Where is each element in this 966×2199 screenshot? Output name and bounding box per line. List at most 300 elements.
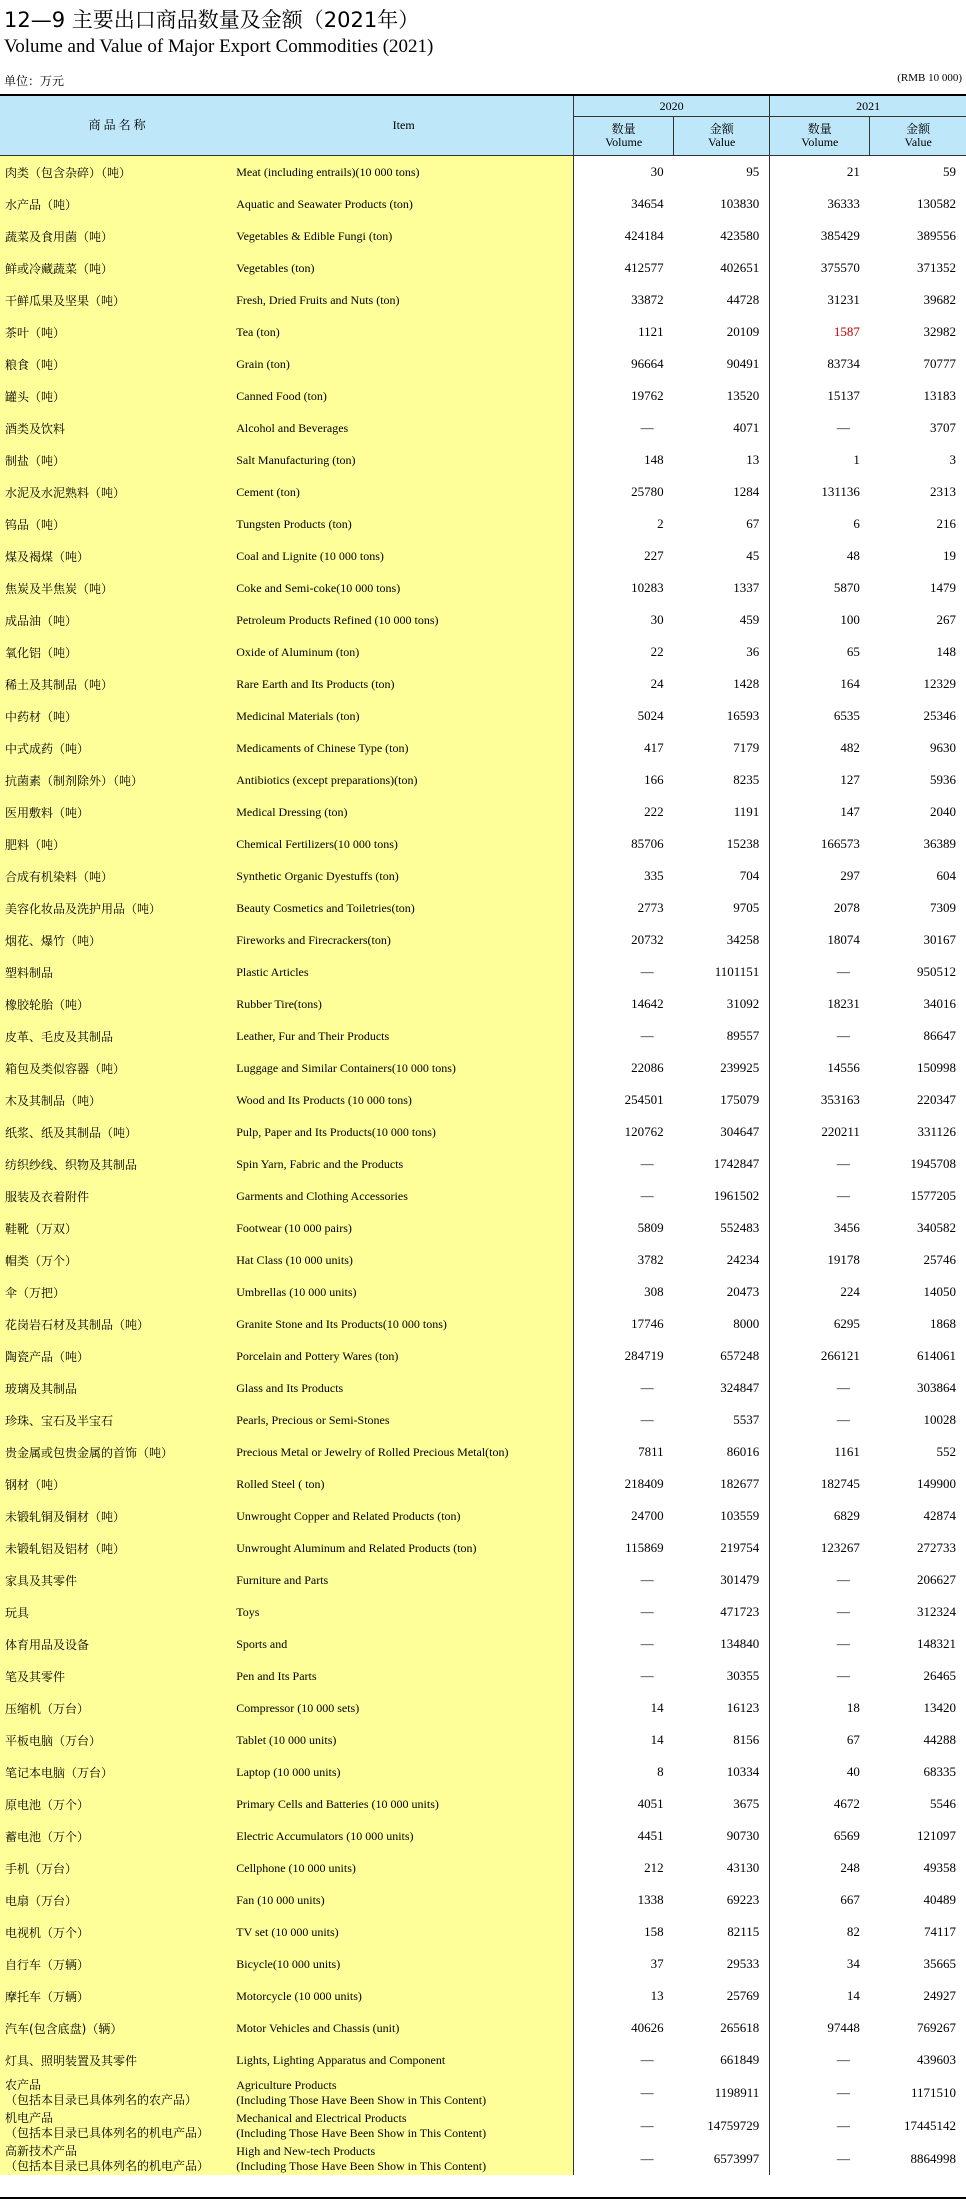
volume-2020-cell: — [574, 1148, 674, 1180]
commodity-name-en-line: Agriculture Products [236, 2077, 337, 2092]
value-2020-cell: 402651 [674, 252, 770, 284]
volume-2021-cell: — [770, 1596, 870, 1628]
value-2021-cell: 267 [870, 604, 966, 636]
value-2021-cell: 39682 [870, 284, 966, 316]
volume-2021-cell: 14556 [770, 1052, 870, 1084]
table-row [0, 2044, 966, 2076]
volume-2020-cell: 218409 [574, 1468, 674, 1500]
table-row [0, 828, 966, 860]
commodity-name-cn: 氧化铝（吨） [0, 636, 234, 668]
volume-2020-cell: 25780 [574, 476, 674, 508]
table-row [0, 1340, 966, 1372]
commodity-name-en: Tea (ton) [234, 316, 573, 348]
value-2021-cell: 1479 [870, 572, 966, 604]
value-2020-cell: 86016 [674, 1436, 770, 1468]
table-row [0, 1468, 966, 1500]
value-2020-cell: 69223 [674, 1884, 770, 1916]
commodity-name-cn: 贵金属或包贵金属的首饰（吨） [0, 1436, 234, 1468]
commodity-name-en: Electric Accumulators (10 000 units) [234, 1820, 573, 1852]
commodity-name-en-note: (Including Those Have Been Show in This Content) [236, 2092, 487, 2107]
header-year-2020: 2020 [574, 96, 770, 117]
commodity-name-cn-line: 机电产品 [5, 2110, 54, 2125]
volume-2020-cell: 40626 [574, 2012, 674, 2044]
table-title-chinese: 12—9 主要出口商品数量及金额（2021年） [4, 8, 420, 32]
volume-2021-cell: 15137 [770, 380, 870, 412]
value-2021-cell: 49358 [870, 1852, 966, 1884]
commodity-name-cn: 鲜或冷藏蔬菜（吨） [0, 252, 234, 284]
commodity-name-cn: 煤及褐煤（吨） [0, 540, 234, 572]
commodity-name-en: Rare Earth and Its Products (ton) [234, 668, 573, 700]
commodity-name-en: Wood and Its Products (10 000 tons) [234, 1084, 573, 1116]
table-row [0, 1148, 966, 1180]
volume-2021-cell: 2078 [770, 892, 870, 924]
volume-2020-cell: 17746 [574, 1308, 674, 1340]
value-2021-cell: 86647 [870, 1020, 966, 1052]
table-row [0, 796, 966, 828]
table-row [0, 668, 966, 700]
commodity-name-cn: 茶叶（吨） [0, 316, 234, 348]
volume-2020-cell: 33872 [574, 284, 674, 316]
commodity-name-en: Lights, Lighting Apparatus and Component [234, 2044, 573, 2076]
value-2021-cell: 331126 [870, 1116, 966, 1148]
value-2021-cell: 59 [870, 156, 966, 189]
header-value-2020: 金额 Value [674, 117, 770, 156]
volume-2021-cell: 21 [770, 156, 870, 189]
commodity-name-cn: 服装及衣着附件 [0, 1180, 234, 1212]
volume-2021-cell: — [770, 1372, 870, 1404]
header-volume-2020: 数量 Volume [574, 117, 674, 156]
commodity-name-cn: 皮革、毛皮及其制品 [0, 1020, 234, 1052]
table-row [0, 156, 966, 189]
volume-2020-cell: 5024 [574, 700, 674, 732]
commodity-name-cn: 玻璃及其制品 [0, 1372, 234, 1404]
commodity-name-cn: 伞（万把） [0, 1276, 234, 1308]
commodity-name-cn: 纺织纱线、织物及其制品 [0, 1148, 234, 1180]
commodity-name-en: Glass and Its Products [234, 1372, 573, 1404]
value-2021-cell: 40489 [870, 1884, 966, 1916]
volume-2020-cell: — [574, 2109, 674, 2142]
commodity-name-cn: 中式成药（吨） [0, 732, 234, 764]
volume-2021-cell: — [770, 1660, 870, 1692]
volume-2020-cell: 14 [574, 1692, 674, 1724]
table-row [0, 284, 966, 316]
volume-2020-cell: — [574, 1020, 674, 1052]
value-2021-cell: 12329 [870, 668, 966, 700]
volume-2021-cell: 1 [770, 444, 870, 476]
value-2020-cell: 1742847 [674, 1148, 770, 1180]
commodity-name-en [234, 2076, 573, 2109]
volume-2020-cell: — [574, 412, 674, 444]
table-row [0, 1020, 966, 1052]
table-row [0, 316, 966, 348]
commodity-name-cn [0, 2076, 234, 2109]
table-row [0, 1948, 966, 1980]
commodity-name-en: Leather, Fur and Their Products [234, 1020, 573, 1052]
volume-2021-cell: — [770, 1628, 870, 1660]
volume-2020-cell: 8 [574, 1756, 674, 1788]
volume-2021-cell: 31231 [770, 284, 870, 316]
header-year-2021: 2021 [770, 96, 966, 117]
commodity-name-cn: 蔬菜及食用菌（吨） [0, 220, 234, 252]
value-2020-cell: 29533 [674, 1948, 770, 1980]
volume-2021-cell: 353163 [770, 1084, 870, 1116]
value-2020-cell: 661849 [674, 2044, 770, 2076]
value-2020-cell: 90730 [674, 1820, 770, 1852]
value-2021-cell: 25346 [870, 700, 966, 732]
volume-2021-cell: 4672 [770, 1788, 870, 1820]
commodity-name-cn: 自行车（万辆） [0, 1948, 234, 1980]
value-2020-cell: 16123 [674, 1692, 770, 1724]
volume-2020-cell: 120762 [574, 1116, 674, 1148]
commodity-name-cn: 陶瓷产品（吨） [0, 1340, 234, 1372]
commodity-name-cn: 钢材（吨） [0, 1468, 234, 1500]
commodity-name-cn: 稀土及其制品（吨） [0, 668, 234, 700]
table-row [0, 348, 966, 380]
commodity-name-cn: 酒类及饮料 [0, 412, 234, 444]
volume-2021-cell: 6829 [770, 1500, 870, 1532]
commodity-name-cn: 箱包及类似容器（吨） [0, 1052, 234, 1084]
volume-2021-cell: — [770, 1404, 870, 1436]
volume-2020-cell: — [574, 2076, 674, 2109]
value-2020-cell: 16593 [674, 700, 770, 732]
commodity-name-en: Tablet (10 000 units) [234, 1724, 573, 1756]
value-2020-cell: 1961502 [674, 1180, 770, 1212]
value-2021-cell: 121097 [870, 1820, 966, 1852]
commodity-name-cn: 肉类（包含杂碎）（吨） [0, 156, 234, 189]
table-row [0, 1244, 966, 1276]
commodity-name-cn: 水产品（吨） [0, 188, 234, 220]
volume-2020-cell: 222 [574, 796, 674, 828]
commodity-name-cn [0, 2142, 234, 2175]
commodity-name-cn: 平板电脑（万台） [0, 1724, 234, 1756]
value-2020-cell: 67 [674, 508, 770, 540]
value-2020-cell: 89557 [674, 1020, 770, 1052]
commodity-name-en: Umbrellas (10 000 units) [234, 1276, 573, 1308]
volume-2021-cell: 131136 [770, 476, 870, 508]
commodity-name-cn-note: （包括本目录已具体列名的机电产品） [5, 2125, 210, 2140]
table-row [0, 732, 966, 764]
value-2021-cell: 389556 [870, 220, 966, 252]
value-2021-cell: 36389 [870, 828, 966, 860]
volume-2020-cell: 85706 [574, 828, 674, 860]
commodity-name-cn: 花岗岩石材及其制品（吨） [0, 1308, 234, 1340]
volume-2020-cell: 284719 [574, 1340, 674, 1372]
volume-2021-cell: 97448 [770, 2012, 870, 2044]
volume-2020-cell: 412577 [574, 252, 674, 284]
commodity-name-en: Sports and [234, 1628, 573, 1660]
commodity-name-cn: 玩具 [0, 1596, 234, 1628]
commodity-name-en: Antibiotics (except preparations)(ton) [234, 764, 573, 796]
table-row [0, 1564, 966, 1596]
value-2021-cell: 3 [870, 444, 966, 476]
export-commodities-table [0, 96, 966, 2175]
commodity-name-cn: 烟花、爆竹（吨） [0, 924, 234, 956]
volume-2020-cell: — [574, 2044, 674, 2076]
table-row [0, 412, 966, 444]
commodity-name-en: Beauty Cosmetics and Toiletries(ton) [234, 892, 573, 924]
value-2021-cell: 604 [870, 860, 966, 892]
table-row [0, 1372, 966, 1404]
volume-2020-cell: 308 [574, 1276, 674, 1308]
volume-2020-cell: 20732 [574, 924, 674, 956]
value-2021-cell: 1945708 [870, 1148, 966, 1180]
commodity-name-en: Footwear (10 000 pairs) [234, 1212, 573, 1244]
volume-2020-cell: 30 [574, 604, 674, 636]
table-row [0, 1404, 966, 1436]
volume-2021-cell: 18 [770, 1692, 870, 1724]
commodity-name-cn: 未锻轧铜及铜材（吨） [0, 1500, 234, 1532]
value-2021-cell: 149900 [870, 1468, 966, 1500]
commodity-name-cn: 橡胶轮胎（吨） [0, 988, 234, 1020]
commodity-name-en: Chemical Fertilizers(10 000 tons) [234, 828, 573, 860]
value-2020-cell: 95 [674, 156, 770, 189]
value-2020-cell: 6573997 [674, 2142, 770, 2175]
volume-2021-cell: 1587 [770, 316, 870, 348]
table-row [0, 1308, 966, 1340]
value-2020-cell: 459 [674, 604, 770, 636]
volume-2021-cell: 14 [770, 1980, 870, 2012]
value-2020-cell: 239925 [674, 1052, 770, 1084]
commodity-name-en: Precious Metal or Jewelry of Rolled Precious Metal(ton) [234, 1436, 573, 1468]
volume-2021-cell: 182745 [770, 1468, 870, 1500]
commodity-name-en: Spin Yarn, Fabric and the Products [234, 1148, 573, 1180]
value-2021-cell: 2040 [870, 796, 966, 828]
table-row [0, 1500, 966, 1532]
table-row [0, 1692, 966, 1724]
commodity-name-en: Rolled Steel ( ton) [234, 1468, 573, 1500]
commodity-name-en: Synthetic Organic Dyestuffs (ton) [234, 860, 573, 892]
commodity-name-en: Laptop (10 000 units) [234, 1756, 573, 1788]
commodity-name-cn: 家具及其零件 [0, 1564, 234, 1596]
value-2020-cell: 1198911 [674, 2076, 770, 2109]
commodity-name-cn [0, 2109, 234, 2142]
volume-2021-cell: 34 [770, 1948, 870, 1980]
volume-2021-cell: — [770, 956, 870, 988]
table-row [0, 1980, 966, 2012]
value-2021-cell: 68335 [870, 1756, 966, 1788]
commodity-name-cn-line: 农产品 [5, 2077, 42, 2092]
value-2020-cell: 1191 [674, 796, 770, 828]
table-row [0, 988, 966, 1020]
volume-2021-cell: 147 [770, 796, 870, 828]
value-2021-cell: 614061 [870, 1340, 966, 1372]
table-row [0, 1628, 966, 1660]
value-2020-cell: 471723 [674, 1596, 770, 1628]
value-2020-cell: 175079 [674, 1084, 770, 1116]
commodity-name-cn: 纸浆、纸及其制品（吨） [0, 1116, 234, 1148]
table-row [0, 2076, 966, 2109]
volume-2020-cell: 22086 [574, 1052, 674, 1084]
value-2021-cell: 10028 [870, 1404, 966, 1436]
commodity-name-cn: 珍珠、宝石及半宝石 [0, 1404, 234, 1436]
value-2021-cell: 216 [870, 508, 966, 540]
value-2020-cell: 1101151 [674, 956, 770, 988]
value-2021-cell: 34016 [870, 988, 966, 1020]
volume-2020-cell: 158 [574, 1916, 674, 1948]
value-2021-cell: 552 [870, 1436, 966, 1468]
value-2020-cell: 9705 [674, 892, 770, 924]
commodity-name-en: Medical Dressing (ton) [234, 796, 573, 828]
commodity-name-en: Compressor (10 000 sets) [234, 1692, 573, 1724]
volume-2020-cell: 24 [574, 668, 674, 700]
volume-2020-cell: 14642 [574, 988, 674, 1020]
table-row [0, 1276, 966, 1308]
commodity-name-en: Vegetables & Edible Fungi (ton) [234, 220, 573, 252]
value-2021-cell: 148 [870, 636, 966, 668]
commodity-name-cn: 制盐（吨） [0, 444, 234, 476]
value-2020-cell: 3675 [674, 1788, 770, 1820]
volume-2020-cell: — [574, 956, 674, 988]
value-2021-cell: 13420 [870, 1692, 966, 1724]
value-2020-cell: 4071 [674, 412, 770, 444]
value-2021-cell: 70777 [870, 348, 966, 380]
volume-2021-cell: 19178 [770, 1244, 870, 1276]
volume-2021-cell: 82 [770, 1916, 870, 1948]
commodity-name-en: Fireworks and Firecrackers(ton) [234, 924, 573, 956]
value-2021-cell: 950512 [870, 956, 966, 988]
commodity-name-en: Fan (10 000 units) [234, 1884, 573, 1916]
table-row [0, 444, 966, 476]
value-2020-cell: 219754 [674, 1532, 770, 1564]
volume-2021-cell: — [770, 1180, 870, 1212]
value-2021-cell: 35665 [870, 1948, 966, 1980]
commodity-name-en: Vegetables (ton) [234, 252, 573, 284]
volume-2020-cell: 10283 [574, 572, 674, 604]
table-row [0, 860, 966, 892]
commodity-name-cn: 帽类（万个） [0, 1244, 234, 1276]
value-2020-cell: 82115 [674, 1916, 770, 1948]
commodity-name-en: Primary Cells and Batteries (10 000 units) [234, 1788, 573, 1820]
volume-2021-cell: 6 [770, 508, 870, 540]
value-2021-cell: 24927 [870, 1980, 966, 2012]
volume-2020-cell: 1338 [574, 1884, 674, 1916]
volume-2020-cell: 115869 [574, 1532, 674, 1564]
value-2020-cell: 36 [674, 636, 770, 668]
commodity-name-en: Coke and Semi-coke(10 000 tons) [234, 572, 573, 604]
commodity-name-cn: 压缩机（万台） [0, 1692, 234, 1724]
table-row [0, 188, 966, 220]
value-2021-cell: 130582 [870, 188, 966, 220]
volume-2021-cell: 18231 [770, 988, 870, 1020]
commodity-name-en: Bicycle(10 000 units) [234, 1948, 573, 1980]
value-2021-cell: 3707 [870, 412, 966, 444]
commodity-name-en: Granite Stone and Its Products(10 000 tons) [234, 1308, 573, 1340]
volume-2021-cell: 67 [770, 1724, 870, 1756]
table-row [0, 1788, 966, 1820]
table-row [0, 1596, 966, 1628]
volume-2020-cell: — [574, 1404, 674, 1436]
value-2020-cell: 8156 [674, 1724, 770, 1756]
volume-2021-cell: 36333 [770, 188, 870, 220]
commodity-name-cn: 肥料（吨） [0, 828, 234, 860]
table-row [0, 1212, 966, 1244]
commodity-name-en: Toys [234, 1596, 573, 1628]
value-2020-cell: 1428 [674, 668, 770, 700]
commodity-name-cn: 钨品（吨） [0, 508, 234, 540]
commodity-name-cn-note: （包括本目录已具体列名的农产品） [5, 2092, 198, 2107]
commodity-name-cn: 灯具、照明装置及其零件 [0, 2044, 234, 2076]
value-2020-cell: 10334 [674, 1756, 770, 1788]
table-row [0, 892, 966, 924]
table-row [0, 1884, 966, 1916]
volume-2020-cell: 335 [574, 860, 674, 892]
commodity-name-en: Pulp, Paper and Its Products(10 000 tons) [234, 1116, 573, 1148]
commodity-name-cn: 成品油（吨） [0, 604, 234, 636]
commodity-name-en: Tungsten Products (ton) [234, 508, 573, 540]
table-row [0, 1116, 966, 1148]
table-row [0, 220, 966, 252]
volume-2020-cell: 5809 [574, 1212, 674, 1244]
commodity-name-cn: 汽车(包含底盘)（辆） [0, 2012, 234, 2044]
volume-2021-cell: 297 [770, 860, 870, 892]
commodity-name-cn: 焦炭及半焦炭（吨） [0, 572, 234, 604]
volume-2021-cell: — [770, 2109, 870, 2142]
value-2021-cell: 13183 [870, 380, 966, 412]
commodity-name-en: Pearls, Precious or Semi-Stones [234, 1404, 573, 1436]
table-row [0, 572, 966, 604]
volume-2021-cell: 6569 [770, 1820, 870, 1852]
volume-2021-cell: 65 [770, 636, 870, 668]
commodity-name-en: Petroleum Products Refined (10 000 tons) [234, 604, 573, 636]
value-2020-cell: 90491 [674, 348, 770, 380]
table-row [0, 252, 966, 284]
table-row [0, 1916, 966, 1948]
value-2020-cell: 20473 [674, 1276, 770, 1308]
volume-2020-cell: 7811 [574, 1436, 674, 1468]
table-row [0, 764, 966, 796]
commodity-name-en: Meat (including entrails)(10 000 tons) [234, 156, 573, 189]
commodity-name-en: Salt Manufacturing (ton) [234, 444, 573, 476]
volume-2021-cell: 1161 [770, 1436, 870, 1468]
header-volume-2021: 数量 Volume [770, 117, 870, 156]
table-row [0, 604, 966, 636]
commodity-name-cn: 抗菌素（制剂除外）（吨） [0, 764, 234, 796]
value-2021-cell: 25746 [870, 1244, 966, 1276]
table-row [0, 1756, 966, 1788]
commodity-name-en: Unwrought Copper and Related Products (ton) [234, 1500, 573, 1532]
value-2020-cell: 182677 [674, 1468, 770, 1500]
table-row [0, 700, 966, 732]
value-2020-cell: 5537 [674, 1404, 770, 1436]
value-2020-cell: 45 [674, 540, 770, 572]
volume-2020-cell: 1121 [574, 316, 674, 348]
commodity-name-en: Hat Class (10 000 units) [234, 1244, 573, 1276]
value-2021-cell: 371352 [870, 252, 966, 284]
value-2020-cell: 304647 [674, 1116, 770, 1148]
table-title-english: Volume and Value of Major Export Commodities (2021) [4, 36, 434, 57]
commodity-name-cn: 美容化妆品及洗护用品（吨） [0, 892, 234, 924]
value-2020-cell: 13520 [674, 380, 770, 412]
volume-2021-cell: 385429 [770, 220, 870, 252]
commodity-name-cn: 粮食（吨） [0, 348, 234, 380]
commodity-name-cn: 体育用品及设备 [0, 1628, 234, 1660]
value-2020-cell: 15238 [674, 828, 770, 860]
commodity-name-cn: 合成有机染料（吨） [0, 860, 234, 892]
table-row [0, 2109, 966, 2142]
commodity-name-cn: 罐头（吨） [0, 380, 234, 412]
volume-2021-cell: 5870 [770, 572, 870, 604]
commodity-name-en: Oxide of Aluminum (ton) [234, 636, 573, 668]
value-2020-cell: 24234 [674, 1244, 770, 1276]
value-2020-cell: 8000 [674, 1308, 770, 1340]
table-row [0, 1436, 966, 1468]
commodity-name-cn: 笔记本电脑（万台） [0, 1756, 234, 1788]
header-value-2021: 金额 Value [870, 117, 966, 156]
value-2021-cell: 26465 [870, 1660, 966, 1692]
volume-2021-cell: 123267 [770, 1532, 870, 1564]
volume-2021-cell: — [770, 2076, 870, 2109]
commodity-name-cn: 蓄电池（万个） [0, 1820, 234, 1852]
